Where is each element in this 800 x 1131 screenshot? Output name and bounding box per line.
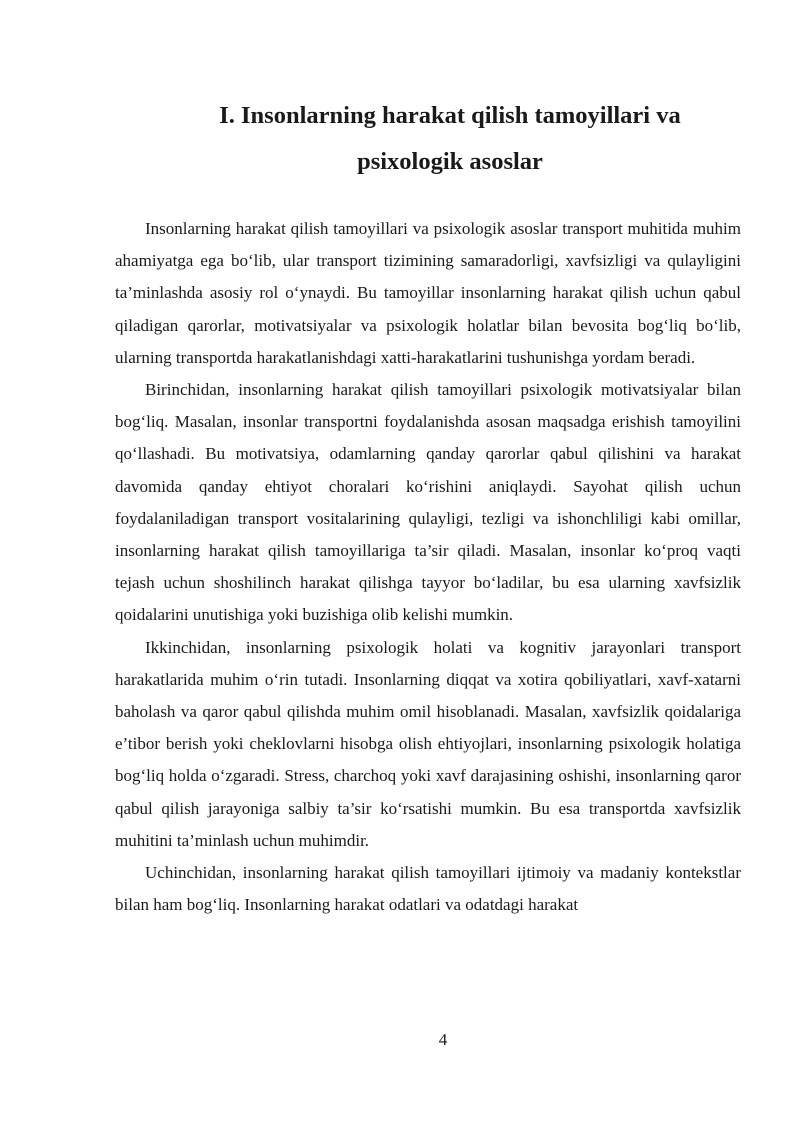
paragraph-third: Uchinchidan, insonlarning harakat qilish tamoyillari ijtimoiy va madaniy kontekstlar bilan ham bog‘liq. Insonlarning harakat odatlari va odatdagi harakat <box>115 863 741 915</box>
section-title-line-1: I. Insonlarning harakat qilish tamoyillari va <box>219 102 681 129</box>
paragraph-intro: Insonlarning harakat qilish tamoyillari va psixologik asoslar transport muhitida muhim ahamiyatga ega bo‘lib, ular transport tizimining samaradorligi, xavfsizligi va qulayligini ta’minlashda asosiy rol o‘ynaydi. Bu tamoyillar insonlarning harakat qilish uchun qabul qiladigan qarorlar, motivatsiyalar va psixologik holatlar bilan bevosita bog‘liq bo‘lib, ularning transportda harakatlanishdagi xatti-harakatlarini tushunishga yordam beradi. <box>115 219 741 367</box>
paragraph-second: Ikkinchidan, insonlarning psixologik holati va kognitiv jarayonlari transport harakatlarida muhim o‘rin tutadi. Insonlarning diqqat va xotira qobiliyatlari, xavf-xatarni baholash va qaror qabul qilishda muhim omil hisoblanadi. Masalan, xavfsizlik qoidalariga e’tibor berish yoki cheklovlarni hisobga olish ehtiyojlari, insonlarning psixologik holatiga bog‘liq holda o‘zgaradi. Stress, charchoq yoki xavf darajasining oshishi, insonlarning qaror qabul qilish jarayoniga salbiy ta’sir ko‘rsatishi mumkin. Bu esa transportda xavfsizlik muhitini ta’minlash uchun muhimdir. <box>115 637 741 850</box>
section-title-line-2: psixologik asoslar <box>357 148 543 175</box>
page-number: 4 <box>438 1030 448 1049</box>
paragraph-first: Birinchidan, insonlarning harakat qilish tamoyillari psixologik motivatsiyalar bilan bog‘liq. Masalan, insonlar transportni foydalanishda asosan maqsadga erishish tamoyilini qo‘llashadi. Bu motivatsiya, odamlarning qanday qarorlar qabul qilishini va harakat davomida qanday ehtiyot choralari ko‘rishini aniqlaydi. Sayohat qilish uchun foydalaniladigan transport vositalarining qulayligi, tezligi va ishonchliligi kabi omillar, insonlarning harakat qilish tamoyillariga ta’sir qiladi. Masalan, insonlar ko‘proq vaqti tejash uchun shoshilinch harakat qilishga tayyor bo‘ladilar, bu esa ularning xavfsizlik qoidalarini unutishiga yoki buzishiga olib kelishi mumkin. <box>115 380 741 625</box>
body-text <box>115 213 741 921</box>
